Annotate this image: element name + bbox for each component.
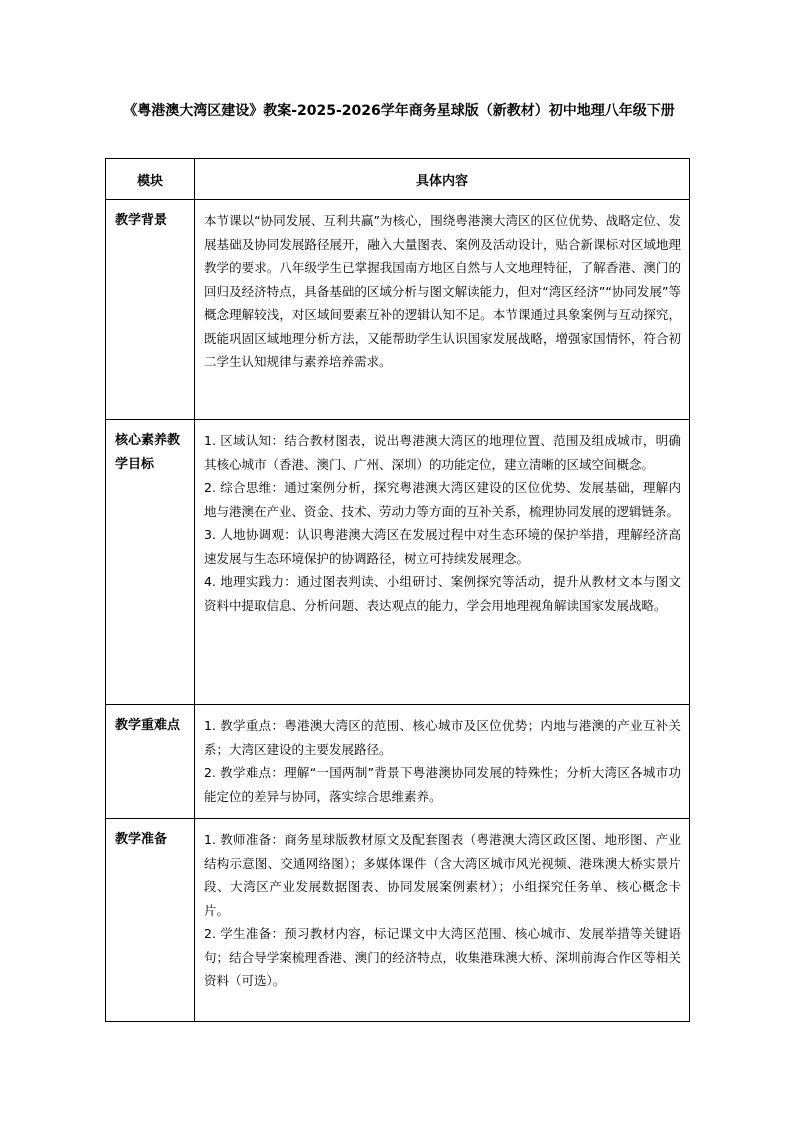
paragraph: 1. 教学重点：粤港澳大湾区的范围、核心城市及区位优势；内地与港澳的产业互补关系；大湾区建设的主要发展路径。 xyxy=(204,718,681,757)
paragraph: 本节课以“协同发展、互利共赢”为核心，围绕粤港澳大湾区的区位优势、战略定位、发展基础及协同发展路径展开，融入大量图表、案例及活动设计，贴合新课标对区域地理教学的要求。八年级学生已掌握我国南方地区自然与人文地理特征，了解香港、澳门的回归及经济特点，具备基础的区域分析与图文解读能力，但对“湾区经济”“协同发展”等概念理解较浅，对区域间要素互补的逻辑认知不足。本节课通过具象案例与互动探究，既能巩固区域地理分析方法，又能帮助学生认识国家发展战略，增强家国情怀，符合初二学生认知规律与素养培养需求。 xyxy=(204,213,681,369)
table-row-key-points xyxy=(106,705,690,819)
header-content: 具体内容 xyxy=(195,159,690,200)
table-row-preparation xyxy=(106,819,690,1022)
lesson-plan-table xyxy=(105,158,690,1022)
paragraph: 1. 区域认知：结合教材图表，说出粤港澳大湾区的地理位置、范围及组成城市，明确其核心城市（香港、澳门、广州、深圳）的功能定位，建立清晰的区域空间概念。 xyxy=(204,433,681,472)
paragraph: 2. 学生准备：预习教材内容，标记课文中大湾区范围、核心城市、发展举措等关键语句；结合导学案梳理香港、澳门的经济特点，收集港珠澳大桥、深圳前海合作区等相关资料（可选）。 xyxy=(204,926,681,988)
module-label-background: 教学背景 xyxy=(106,200,195,420)
paragraph: 2. 教学难点：理解“一国两制”背景下粤港澳协同发展的特殊性；分析大湾区各城市功能定位的差异与协同，落实综合思维素养。 xyxy=(204,765,681,804)
table-row-background xyxy=(106,200,690,420)
paragraph: 1. 教师准备：商务星球版教材原文及配套图表（粤港澳大湾区政区图、地形图、产业结构示意图、交通网络图）；多媒体课件（含大湾区城市风光视频、港珠澳大桥实景片段、大湾区产业发展数据图表、协同发展案例素材）；小组探究任务单、核心概念卡片。 xyxy=(204,832,681,918)
table-header-row xyxy=(106,159,690,200)
content-preparation xyxy=(195,819,690,1022)
paragraph: 2. 综合思维：通过案例分析，探究粤港澳大湾区建设的区位优势、发展基础，理解内地与港澳在产业、资金、技术、劳动力等方面的互补关系，梳理协同发展的逻辑链条。 xyxy=(204,480,681,519)
header-module: 模块 xyxy=(106,159,195,200)
content-background xyxy=(195,200,690,420)
module-label-preparation: 教学准备 xyxy=(106,819,195,1022)
module-label-goals: 核心素养教学目标 xyxy=(106,420,195,705)
paragraph: 3. 人地协调观：认识粤港澳大湾区在发展过程中对生态环境的保护举措，理解经济高速发展与生态环境保护的协调路径，树立可持续发展理念。 xyxy=(204,527,681,566)
module-label-key-points: 教学重难点 xyxy=(106,705,195,819)
paragraph: 4. 地理实践力：通过图表判读、小组研讨、案例探究等活动，提升从教材文本与图文资料中提取信息、分析问题、表达观点的能力，学会用地理视角解读国家发展战略。 xyxy=(204,574,681,613)
document-title: 《粤港澳大湾区建设》教案-2025-2026学年商务星球版（新教材）初中地理八年级下册 xyxy=(123,103,675,119)
table-row-goals xyxy=(106,420,690,705)
content-goals xyxy=(195,420,690,705)
content-key-points xyxy=(195,705,690,819)
